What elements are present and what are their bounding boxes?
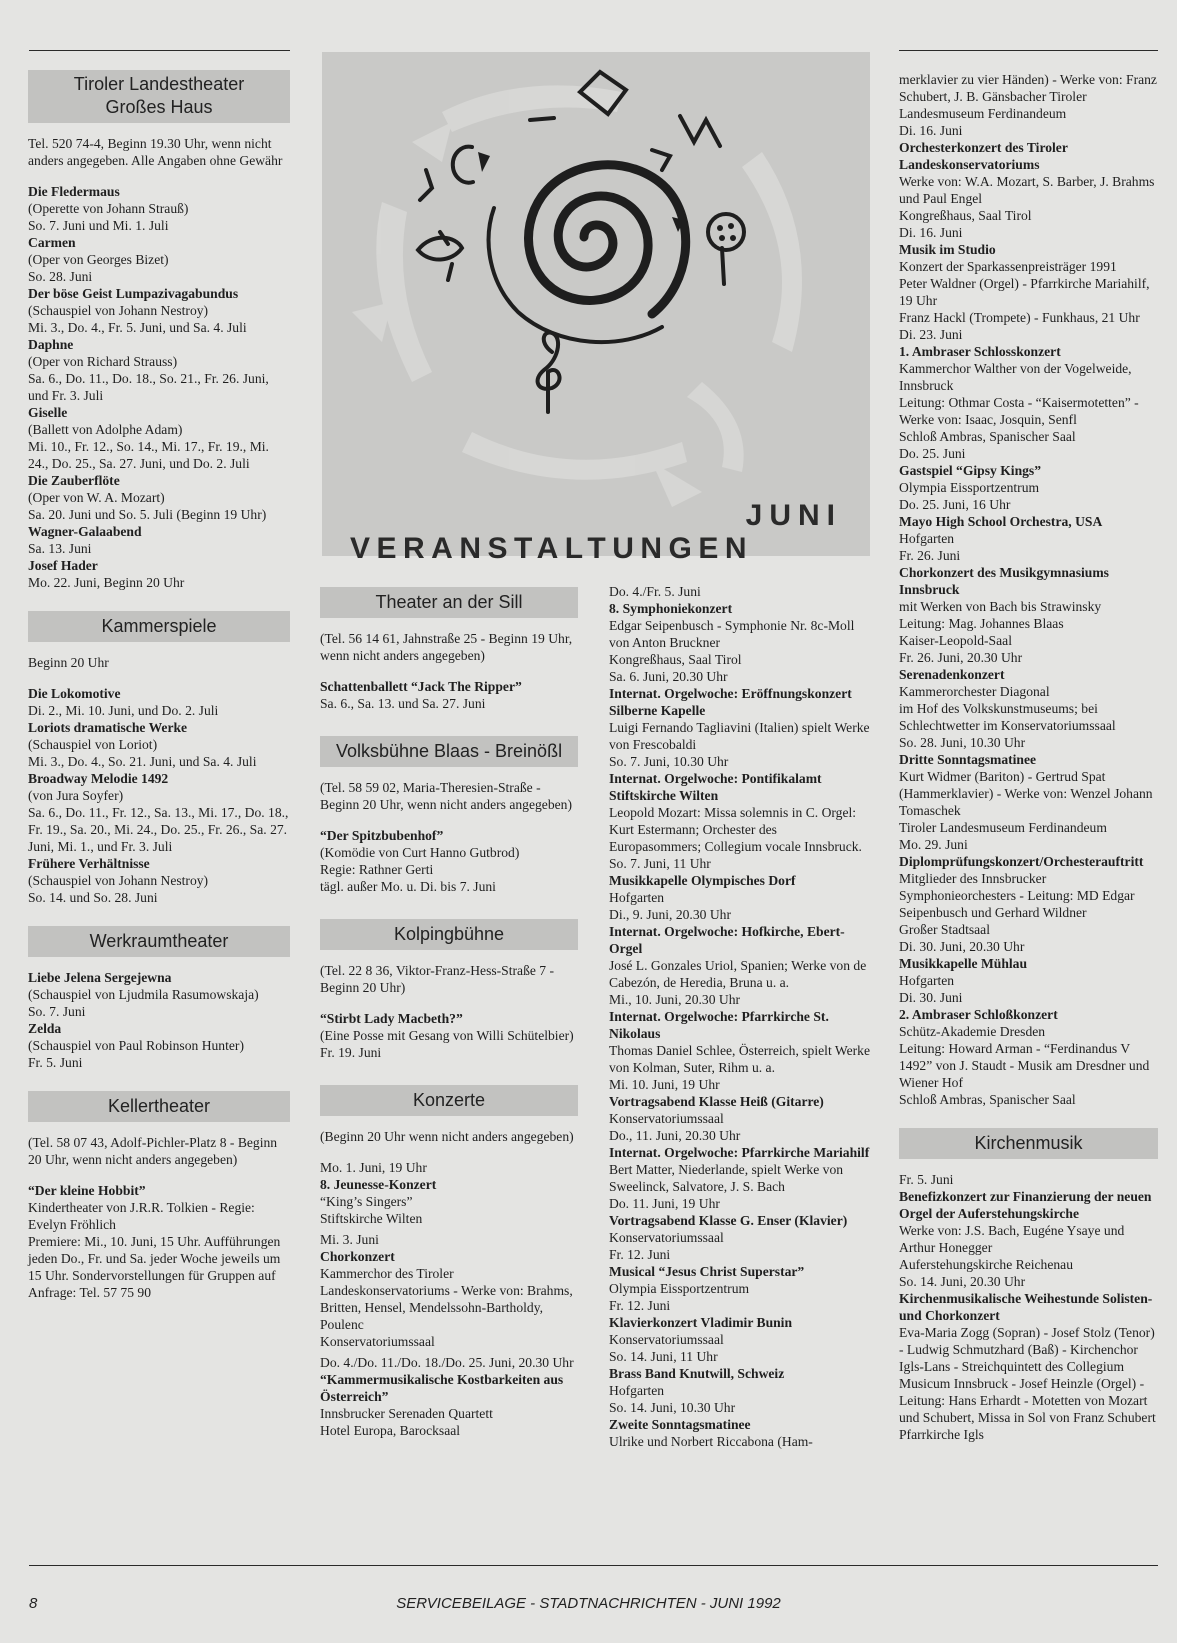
event-detail: So. 28. Juni <box>28 269 93 284</box>
column-concerts-continued <box>609 583 871 1450</box>
event-title: Klavierkonzert Vladimir Bunin <box>609 1315 793 1330</box>
event-title: Musikkapelle Olympisches Dorf <box>609 873 796 888</box>
event-detail: Mi. 3., Do. 4., So. 21. Juni, und Sa. 4. Juli <box>28 754 257 769</box>
event-detail: Kammerchor Walther von der Vogelweide, Innsbruck <box>899 361 1132 393</box>
event-detail: Olympia Eissportzentrum <box>899 480 1040 495</box>
event-item <box>609 753 871 855</box>
event-detail: Sa. 6., Do. 11., Fr. 12., Sa. 13., Mi. 17., Do. 18., Fr. 19., Sa. 20., Mi. 24., Do. 25., Fr. 26., Sa. 27. Juni, Mi. 1., und Fr. 3. Juli <box>28 805 289 854</box>
section-heading <box>28 926 290 957</box>
event-detail: Mitglieder des Innsbrucker Symphonieorchesters - Leitung: MD Edgar Seipenbusch und Gerhard Wildner <box>899 871 1135 920</box>
event-title: Internat. Orgelwoche: Hofkirche, Ebert-Orgel <box>609 924 845 956</box>
item-spacer <box>320 712 578 716</box>
music-swirl-illustration <box>322 52 870 556</box>
event-item <box>609 668 871 753</box>
column-theater-listings <box>28 70 290 1321</box>
section-heading-line: Volksbühne Blaas - Breinößl <box>335 741 563 761</box>
event-detail: Olympia Eissportzentrum <box>609 1281 750 1296</box>
listing-section <box>28 611 290 906</box>
event-item <box>28 523 290 557</box>
event-detail: Werke von: W.A. Mozart, S. Barber, J. Brahms und Paul Engel <box>899 174 1155 206</box>
event-detail: “King’s Singers” <box>320 1194 413 1209</box>
event-item <box>320 1231 578 1350</box>
event-date: Do. 11. Juni, 19 Uhr <box>609 1196 720 1211</box>
event-item <box>609 1348 871 1399</box>
hero-image <box>322 52 870 565</box>
event-title: Der böse Geist Lumpazivagabundus <box>28 286 239 301</box>
event-detail: Di. 2., Mi. 10. Juni, und Do. 2. Juli <box>28 703 219 718</box>
event-title: 8. Jeunesse-Konzert <box>320 1177 437 1192</box>
section-note: Tel. 520 74-4, Beginn 19.30 Uhr, wenn nicht anders angegeben. Alle Angaben ohne Gewähr <box>28 136 283 168</box>
event-detail: (Schauspiel von Johann Nestroy) <box>28 873 209 888</box>
event-detail: Konservatoriumssaal <box>609 1111 724 1126</box>
event-detail: Konservatoriumssaal <box>609 1332 724 1347</box>
event-title: Musical “Jesus Christ Superstar” <box>609 1264 805 1279</box>
event-title: Loriots dramatische Werke <box>28 720 188 735</box>
listing-section <box>28 1091 290 1301</box>
hero-title-juni: JUNI <box>745 499 842 532</box>
event-title: Schattenballett “Jack The Ripper” <box>320 679 522 694</box>
event-date: Di. 30. Juni <box>899 990 963 1005</box>
event-detail: Hotel Europa, Barocksaal <box>320 1423 461 1438</box>
event-detail: Hofgarten <box>899 973 955 988</box>
event-detail: Sa. 6., Sa. 13. und Sa. 27. Juni <box>320 696 486 711</box>
event-detail: Fr. 5. Juni <box>28 1055 83 1070</box>
section-note: Beginn 20 Uhr <box>28 655 109 670</box>
event-detail: Pfarrkirche Igls <box>899 1427 984 1442</box>
section-heading-line: Kellertheater <box>107 1096 211 1116</box>
event-item <box>899 326 1158 445</box>
event-detail: Fr. 19. Juni <box>320 1045 382 1060</box>
top-rule-left <box>29 50 290 51</box>
event-title: Daphne <box>28 337 74 352</box>
event-detail: Schütz-Akademie Dresden <box>899 1024 1046 1039</box>
event-item <box>28 1020 290 1071</box>
event-detail: Auferstehungskirche Reichenau <box>899 1257 1074 1272</box>
event-detail: Ulrike und Norbert Riccabona (Ham- <box>609 1434 813 1449</box>
event-detail: (Oper von Georges Bizet) <box>28 252 169 267</box>
event-title: Gastspiel “Gipsy Kings” <box>899 463 1042 478</box>
event-title: Broadway Melodie 1492 <box>28 771 169 786</box>
event-date: Mi. 3. Juni <box>320 1232 379 1247</box>
event-title: Diplomprüfungskonzert/Orchesterauftritt <box>899 854 1144 869</box>
section-note: (Tel. 22 8 36, Viktor-Franz-Hess-Straße 7 - Beginn 20 Uhr) <box>320 963 555 995</box>
event-date: Mo. 29. Juni <box>899 837 968 852</box>
event-detail: Kurt Widmer (Bariton) - Gertrud Spat (Hammerklavier) - Werke von: Wenzel Johann Tomaschek <box>899 769 1153 818</box>
event-title: Internat. Orgelwoche: Eröffnungskonzert Silberne Kapelle <box>609 686 852 718</box>
event-detail: Franz Hackl (Trompete) - Funkhaus, 21 Uhr <box>899 310 1140 325</box>
event-date: Mi., 10. Juni, 20.30 Uhr <box>609 992 741 1007</box>
event-title: Wagner-Galaabend <box>28 524 142 539</box>
event-detail: Peter Waldner (Orgel) - Pfarrkirche Mariahilf, 19 Uhr <box>899 276 1150 308</box>
event-item <box>28 285 290 336</box>
event-title: Serenadenkonzert <box>899 667 1005 682</box>
event-date: So. 14. Juni, 11 Uhr <box>609 1349 718 1364</box>
event-title: “Der kleine Hobbit” <box>28 1183 146 1198</box>
event-date: Mi. 10. Juni, 19 Uhr <box>609 1077 720 1092</box>
event-item <box>899 836 1158 938</box>
event-date: Mo. 1. Juni, 19 Uhr <box>320 1160 427 1175</box>
event-title: “Kammermusikalische Kostbarkeiten aus Österreich” <box>320 1372 564 1404</box>
event-detail: im Hof des Volkskunstmuseums; bei Schlechtwetter im Konservatoriumssaal <box>899 701 1116 733</box>
event-item <box>899 1273 1158 1443</box>
event-title: Liebe Jelena Sergejewna <box>28 970 172 985</box>
event-date: Di. 16. Juni <box>899 225 963 240</box>
section-heading-line: Konzerte <box>412 1090 486 1110</box>
event-detail: (Operette von Johann Strauß) <box>28 201 189 216</box>
event-detail: So. 7. Juni und Mi. 1. Juli <box>28 218 169 233</box>
section-note: (Tel. 58 07 43, Adolf-Pichler-Platz 8 - Beginn 20 Uhr, wenn nicht anders angegeben) <box>28 1135 278 1167</box>
event-title: 1. Ambraser Schlosskonzert <box>899 344 1061 359</box>
section-heading <box>28 611 290 642</box>
event-item <box>28 472 290 523</box>
event-date: Fr. 12. Juni <box>609 1247 671 1262</box>
event-title: Kirchenmusikalische Weihestunde Solisten- und Chorkonzert <box>899 1291 1153 1323</box>
listing-section <box>320 587 578 716</box>
section-heading-line: Theater an der Sill <box>375 592 523 612</box>
event-item <box>899 938 1158 989</box>
section-heading <box>320 587 578 618</box>
event-detail: Kaiser-Leopold-Saal <box>899 633 1012 648</box>
event-detail: (Schauspiel von Paul Robinson Hunter) <box>28 1038 244 1053</box>
event-date: Fr. 26. Juni, 20.30 Uhr <box>899 650 1023 665</box>
section-heading-line: Kolpingbühne <box>393 924 505 944</box>
event-detail: Sa. 6., Do. 11., Do. 18., So. 21., Fr. 26. Juni, und Fr. 3. Juli <box>28 371 269 403</box>
event-title: Benefizkonzert zur Finanzierung der neuen Orgel der Auferstehungskirche <box>899 1189 1152 1221</box>
event-date: So. 7. Juni, 10.30 Uhr <box>609 754 729 769</box>
event-date: Do. 25. Juni, 16 Uhr <box>899 497 1011 512</box>
listing-section <box>320 919 578 1065</box>
event-title: Zweite Sonntagsmatinee <box>609 1417 751 1432</box>
event-detail: Mi. 3., Do. 4., Fr. 5. Juni, und Sa. 4. Juli <box>28 320 247 335</box>
event-title: Orchesterkonzert des Tiroler Landeskonservatoriums <box>899 140 1068 172</box>
event-title: Mayo High School Orchestra, USA <box>899 514 1103 529</box>
event-detail: Leopold Mozart: Missa solemnis in C. Orgel: Kurt Estermann; Orchester des Europasommers; Collegium vocale Innsbruck. <box>609 805 862 854</box>
event-item <box>28 1182 290 1301</box>
event-detail: (Schauspiel von Ljudmila Rasumowskaja) <box>28 987 259 1002</box>
event-title: Chorkonzert des Musikgymnasiums Innsbruck <box>899 565 1109 597</box>
event-detail: Stiftskirche Wilten <box>320 1211 423 1226</box>
section-heading-line: Tiroler Landestheater <box>73 74 245 94</box>
item-spacer <box>320 1439 578 1443</box>
hero-title-veranstaltungen: VERANSTALTUNGEN <box>350 532 754 565</box>
event-title: Musik im Studio <box>899 242 996 257</box>
event-date: So. 14. Juni, 20.30 Uhr <box>899 1274 1026 1289</box>
event-title: Internat. Orgelwoche: Pfarrkirche St. Nikolaus <box>609 1009 829 1041</box>
event-title: 8. Symphoniekonzert <box>609 601 733 616</box>
section-heading <box>28 1091 290 1122</box>
event-item <box>609 1076 871 1127</box>
event-item <box>28 685 290 719</box>
event-title: Chorkonzert <box>320 1249 395 1264</box>
event-detail: So. 7. Juni <box>28 1004 86 1019</box>
section-heading <box>28 70 290 123</box>
event-detail: Premiere: Mi., 10. Juni, 15 Uhr. Aufführungen jeden Do., Fr. und Sa. jeder Woche jeweils um 15 Uhr. Sondervorstellungen für Gruppen auf Anfrage: Tel. 57 75 90 <box>28 1234 281 1300</box>
section-heading <box>899 1128 1158 1159</box>
event-title: Vortragsabend Klasse G. Enser (Klavier) <box>609 1213 848 1228</box>
event-item <box>28 183 290 234</box>
event-title: Vortragsabend Klasse Heiß (Gitarre) <box>609 1094 824 1109</box>
event-title: Dritte Sonntagsmatinee <box>899 752 1037 767</box>
event-detail: So. 14. und So. 28. Juni <box>28 890 158 905</box>
event-detail: Thomas Daniel Schlee, Österreich, spielt Werke von Kolman, Suter, Rihm u. a. <box>609 1043 871 1075</box>
event-detail: Sa. 13. Juni <box>28 541 92 556</box>
event-detail: Hofgarten <box>609 1383 665 1398</box>
listing-section <box>320 1085 578 1443</box>
event-title: Giselle <box>28 405 68 420</box>
event-item <box>320 678 578 712</box>
event-date: Do. 4./Do. 11./Do. 18./Do. 25. Juni, 20.30 Uhr <box>320 1355 574 1370</box>
event-item <box>609 1399 871 1450</box>
event-detail: Innsbrucker Serenaden Quartett <box>320 1406 493 1421</box>
event-title: “Der Spitzbubenhof” <box>320 828 444 843</box>
event-title: Josef Hader <box>28 558 98 573</box>
event-title: 2. Ambraser Schloßkonzert <box>899 1007 1058 1022</box>
event-detail: Eva-Maria Zogg (Sopran) - Josef Stolz (Tenor) - Ludwig Schmutzhard (Baß) - Kirchenchor Igls-Lans - Streichquintett des Collegium Musicum Innsbruck - Josef Heinzle (Orgel) - Leitung: Hans Erhardt - Motetten von Mozart und Schubert, Missa in Sol von Franz Schubert <box>899 1325 1156 1425</box>
section-note: (Tel. 58 59 02, Maria-Theresien-Straße - Beginn 20 Uhr, wenn nicht anders angegeben) <box>320 780 572 812</box>
event-title: Die Fledermaus <box>28 184 120 199</box>
event-date: Di., 9. Juni, 20.30 Uhr <box>609 907 731 922</box>
event-detail: mit Werken von Bach bis Strawinsky <box>899 599 1102 614</box>
event-item <box>320 1010 578 1061</box>
event-detail: Konservatoriumssaal <box>609 1230 724 1245</box>
event-date: Sa. 6. Juni, 20.30 Uhr <box>609 669 728 684</box>
event-item <box>899 224 1158 326</box>
event-date: So. 14. Juni, 10.30 Uhr <box>609 1400 736 1415</box>
event-title: Die Zauberflöte <box>28 473 120 488</box>
event-detail: (Oper von Richard Strauss) <box>28 354 178 369</box>
section-heading-line: Werkraumtheater <box>89 931 229 951</box>
event-date: So. 7. Juni, 11 Uhr <box>609 856 711 871</box>
section-note: (Tel. 56 14 61, Jahnstraße 25 - Beginn 19 Uhr, wenn nicht anders angegeben) <box>320 631 573 663</box>
column-small-theaters-and-concerts <box>320 587 578 1463</box>
event-title: Musikkapelle Mühlau <box>899 956 1028 971</box>
event-item <box>609 1246 871 1297</box>
event-detail: Hofgarten <box>899 531 955 546</box>
event-date: Do. 25. Juni <box>899 446 966 461</box>
event-detail: Kongreßhaus, Saal Tirol <box>609 652 742 667</box>
section-heading <box>320 736 578 767</box>
event-detail: Leitung: Othmar Costa - “Kaisermotetten” - Werke von: Isaac, Josquin, Senfl <box>899 395 1139 427</box>
event-date: Do. 4./Fr. 5. Juni <box>609 584 701 599</box>
event-title: Internat. Orgelwoche: Pfarrkirche Mariahilf <box>609 1145 870 1160</box>
event-item <box>899 734 1158 836</box>
event-detail: Schloß Ambras, Spanischer Saal <box>899 1092 1076 1107</box>
event-item <box>899 547 1158 649</box>
event-item <box>609 1297 871 1348</box>
bottom-rule <box>29 1565 1158 1566</box>
item-spacer <box>320 895 578 899</box>
event-detail: Schloß Ambras, Spanischer Saal <box>899 429 1076 444</box>
event-detail: (von Jura Soyfer) <box>28 788 124 803</box>
event-detail: Hofgarten <box>609 890 665 905</box>
event-item <box>320 1354 578 1439</box>
event-item <box>609 1127 871 1195</box>
event-item <box>28 770 290 855</box>
event-detail: Edgar Seipenbusch - Symphonie Nr. 8c-Moll von Anton Bruckner <box>609 618 855 650</box>
section-heading-line: Großes Haus <box>105 97 213 117</box>
item-spacer <box>320 1061 578 1065</box>
event-item <box>609 1195 871 1246</box>
section-heading-line: Kammerspiele <box>101 616 217 636</box>
event-detail: Leitung: Howard Arman - “Ferdinandus V 1492” von J. Staudt - Musik am Dresdner und Wiener Hof <box>899 1041 1150 1090</box>
event-item <box>28 404 290 472</box>
section-heading-line: Kirchenmusik <box>974 1133 1083 1153</box>
continued-text: merklavier zu vier Händen) - Werke von: Franz Schubert, J. B. Gänsbacher Tiroler Landesmuseum Ferdinandeum <box>899 72 1157 121</box>
event-date: Fr. 5. Juni <box>899 1172 954 1187</box>
event-date: Fr. 26. Juni <box>899 548 961 563</box>
event-item <box>28 719 290 770</box>
event-title: Frühere Verhältnisse <box>28 856 150 871</box>
event-item <box>899 1171 1158 1273</box>
listing-section <box>28 926 290 1071</box>
event-detail: (Eine Posse mit Gesang von Willi Schütelbier) <box>320 1028 574 1043</box>
event-detail: Kongreßhaus, Saal Tirol <box>899 208 1032 223</box>
listing-section <box>28 70 290 591</box>
event-item <box>609 906 871 991</box>
event-detail: Konzert der Sparkassenpreisträger 1991 <box>899 259 1117 274</box>
event-detail: Leitung: Mag. Johannes Blaas <box>899 616 1064 631</box>
event-date: Do., 11. Juni, 20.30 Uhr <box>609 1128 741 1143</box>
event-item <box>899 122 1158 224</box>
event-title: Carmen <box>28 235 76 250</box>
event-detail: Kindertheater von J.R.R. Tolkien - Regie: Evelyn Fröhlich <box>28 1200 255 1232</box>
event-detail: (Komödie von Curt Hanno Gutbrod) <box>320 845 520 860</box>
event-item <box>899 496 1158 547</box>
event-title: Zelda <box>28 1021 62 1036</box>
footer-text: SERVICEBEILAGE - STADTNACHRICHTEN - JUNI 1992 <box>396 1595 781 1612</box>
event-item <box>28 855 290 906</box>
event-date: So. 28. Juni, 10.30 Uhr <box>899 735 1026 750</box>
column-concerts-and-church-music <box>899 71 1158 1463</box>
event-item <box>28 336 290 404</box>
event-detail: tägl. außer Mo. u. Di. bis 7. Juni <box>320 879 496 894</box>
event-item <box>609 855 871 906</box>
event-title: Die Lokomotive <box>28 686 121 701</box>
section-heading <box>320 1085 578 1116</box>
event-item <box>609 583 871 668</box>
event-detail: Luigi Fernando Tagliavini (Italien) spielt Werke von Frescobaldi <box>609 720 870 752</box>
event-item <box>609 991 871 1076</box>
event-item <box>899 445 1158 496</box>
event-detail: José L. Gonzales Uriol, Spanien; Werke von de Cabezón, de Heredia, Bruna u. a. <box>609 958 867 990</box>
event-item <box>899 989 1158 1108</box>
event-detail: Konservatoriumssaal <box>320 1334 435 1349</box>
page-number: 8 <box>29 1595 38 1612</box>
event-item <box>28 969 290 1020</box>
event-detail: Kammerchor des Tiroler Landeskonservatoriums - Werke von: Brahms, Britten, Hensel, Mendelssohn-Bartholdy, Poulenc <box>320 1266 573 1332</box>
event-title: “Stirbt Lady Macbeth?” <box>320 1011 463 1026</box>
event-detail: (Oper von W. A. Mozart) <box>28 490 165 505</box>
event-detail: (Schauspiel von Loriot) <box>28 737 158 752</box>
section-heading <box>320 919 578 950</box>
event-item <box>28 234 290 285</box>
listing-section <box>320 736 578 899</box>
event-detail: Tiroler Landesmuseum Ferdinandeum <box>899 820 1107 835</box>
event-item <box>320 1159 578 1227</box>
event-item <box>899 649 1158 734</box>
section-note: (Beginn 20 Uhr wenn nicht anders angegeben) <box>320 1129 574 1144</box>
top-rule-right <box>899 50 1158 51</box>
event-detail: Mo. 22. Juni, Beginn 20 Uhr <box>28 575 185 590</box>
event-date: Fr. 12. Juni <box>609 1298 671 1313</box>
event-detail: (Schauspiel von Johann Nestroy) <box>28 303 209 318</box>
event-date: Di. 23. Juni <box>899 327 963 342</box>
event-detail: Mi. 10., Fr. 12., So. 14., Mi. 17., Fr. 19., Mi. 24., Do. 25., Sa. 27. Juni, und Do. 2. Juli <box>28 439 269 471</box>
event-item <box>28 557 290 591</box>
event-detail: Großer Stadtsaal <box>899 922 990 937</box>
event-date: Di. 16. Juni <box>899 123 963 138</box>
event-date: Di. 30. Juni, 20.30 Uhr <box>899 939 1025 954</box>
event-detail: Sa. 20. Juni und So. 5. Juli (Beginn 19 Uhr) <box>28 507 267 522</box>
event-detail: Bert Matter, Niederlande, spielt Werke von Sweelinck, Salvatore, J. S. Bach <box>609 1162 844 1194</box>
event-detail: Regie: Rathner Gerti <box>320 862 434 877</box>
listing-section-kirchenmusik <box>899 1128 1158 1443</box>
event-item <box>320 827 578 895</box>
event-detail: (Ballett von Adolphe Adam) <box>28 422 183 437</box>
event-detail: Kammerorchester Diagonal <box>899 684 1050 699</box>
event-detail: Werke von: J.S. Bach, Eugéne Ysaye und Arthur Honegger <box>899 1223 1125 1255</box>
event-title: Brass Band Knutwill, Schweiz <box>609 1366 785 1381</box>
event-title: Internat. Orgelwoche: Pontifikalamt Stiftskirche Wilten <box>609 771 822 803</box>
